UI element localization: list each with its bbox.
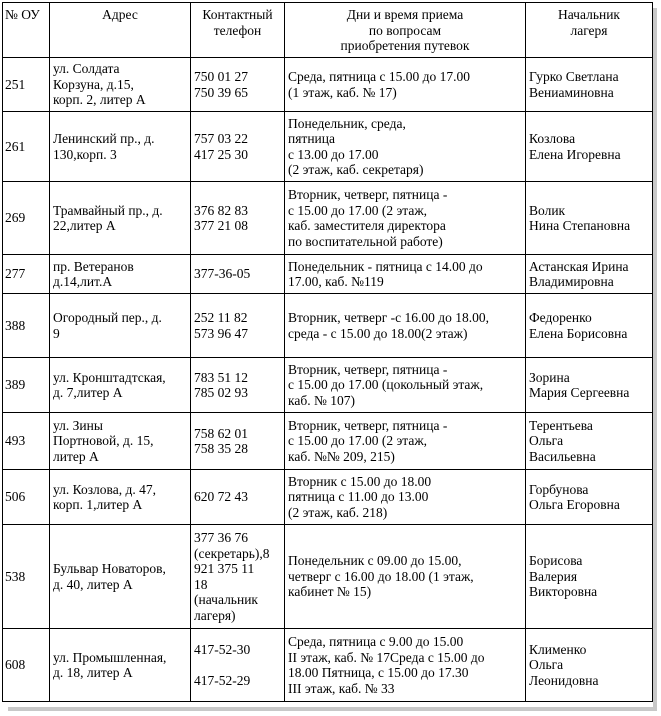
cell-schedule: Вторник, четверг, пятница - с 15.00 до 17.00 (цокольный этаж, каб. № 107) bbox=[285, 358, 526, 413]
cell-num: 389 bbox=[3, 358, 50, 413]
cell-num: 506 bbox=[3, 470, 50, 525]
cell-camp-head: Горбунова Ольга Егоровна bbox=[526, 470, 653, 525]
cell-schedule: Вторник, четверг, пятница - с 15.00 до 17.00 (2 этаж, каб. №№ 209, 215) bbox=[285, 413, 526, 470]
header-num: № ОУ bbox=[3, 3, 50, 58]
cell-camp-head: Федоренко Елена Борисовна bbox=[526, 294, 653, 358]
cell-schedule: Понедельник с 09.00 до 15.00, четверг с 16.00 до 18.00 (1 этаж, кабинет № 15) bbox=[285, 525, 526, 629]
cell-address: ул. Солдата Корзуна, д.15, корп. 2, литер А bbox=[50, 58, 191, 112]
table-shadow-bottom bbox=[8, 707, 657, 711]
table-row bbox=[3, 112, 653, 182]
cell-schedule: Вторник с 15.00 до 18.00 пятница с 11.00 до 13.00 (2 этаж, каб. 218) bbox=[285, 470, 526, 525]
cell-phone: 750 01 27 750 39 65 bbox=[191, 58, 285, 112]
header-address: Адрес bbox=[50, 3, 191, 58]
cell-schedule: Вторник, четверг -с 16.00 до 18.00, среда - с 15.00 до 18.00(2 этаж) bbox=[285, 294, 526, 358]
cell-phone: 252 11 82 573 96 47 bbox=[191, 294, 285, 358]
cell-schedule: Понедельник - пятница с 14.00 до 17.00, каб. №119 bbox=[285, 255, 526, 294]
cell-schedule: Среда, пятница с 9.00 до 15.00 II этаж, каб. № 17Среда с 15.00 до 18.00 Пятница, с 15.00 до 17.30 III этаж, каб. № 33 bbox=[285, 629, 526, 702]
camp-contacts-table bbox=[2, 2, 653, 702]
header-camp-head: Начальник лагеря bbox=[526, 3, 653, 58]
cell-phone: 757 03 22 417 25 30 bbox=[191, 112, 285, 182]
cell-phone: 783 51 12 785 02 93 bbox=[191, 358, 285, 413]
cell-camp-head: Зорина Мария Сергеевна bbox=[526, 358, 653, 413]
cell-schedule: Вторник, четверг, пятница - с 15.00 до 17.00 (2 этаж, каб. заместителя директора по воспитательной работе) bbox=[285, 182, 526, 255]
table-row bbox=[3, 358, 653, 413]
cell-num: 388 bbox=[3, 294, 50, 358]
cell-num: 261 bbox=[3, 112, 50, 182]
cell-num: 277 bbox=[3, 255, 50, 294]
cell-phone: 620 72 43 bbox=[191, 470, 285, 525]
cell-num: 493 bbox=[3, 413, 50, 470]
cell-address: пр. Ветеранов д.14,лит.А bbox=[50, 255, 191, 294]
cell-phone: 377-36-05 bbox=[191, 255, 285, 294]
table-row bbox=[3, 294, 653, 358]
cell-phone: 758 62 01 758 35 28 bbox=[191, 413, 285, 470]
cell-camp-head: Борисова Валерия Викторовна bbox=[526, 525, 653, 629]
cell-address: ул. Зины Портновой, д. 15, литер А bbox=[50, 413, 191, 470]
header-phone: Контактный телефон bbox=[191, 3, 285, 58]
table-row bbox=[3, 58, 653, 112]
cell-num: 538 bbox=[3, 525, 50, 629]
header-schedule: Дни и время приема по вопросам приобретения путевок bbox=[285, 3, 526, 58]
table-row bbox=[3, 182, 653, 255]
cell-phone: 376 82 83 377 21 08 bbox=[191, 182, 285, 255]
table-row bbox=[3, 525, 653, 629]
cell-camp-head: Гурко Светлана Вениаминовна bbox=[526, 58, 653, 112]
cell-camp-head: Волик Нина Степановна bbox=[526, 182, 653, 255]
cell-camp-head: Клименко Ольга Леонидовна bbox=[526, 629, 653, 702]
cell-num: 251 bbox=[3, 58, 50, 112]
cell-phone: 417-52-30 417-52-29 bbox=[191, 629, 285, 702]
table-row bbox=[3, 470, 653, 525]
cell-schedule: Понедельник, среда, пятница с 13.00 до 17.00 (2 этаж, каб. секретаря) bbox=[285, 112, 526, 182]
table-row bbox=[3, 255, 653, 294]
cell-camp-head: Астанская Ирина Владимировна bbox=[526, 255, 653, 294]
cell-address: Трамвайный пр., д. 22,литер А bbox=[50, 182, 191, 255]
cell-address: Бульвар Новаторов, д. 40, литер А bbox=[50, 525, 191, 629]
cell-address: ул. Кронштадтская, д. 7,литер А bbox=[50, 358, 191, 413]
cell-address: ул. Козлова, д. 47, корп. 1,литер А bbox=[50, 470, 191, 525]
cell-schedule: Среда, пятница с 15.00 до 17.00 (1 этаж, каб. № 17) bbox=[285, 58, 526, 112]
table-shadow-right bbox=[653, 8, 657, 710]
header-row bbox=[3, 3, 653, 58]
cell-address: ул. Промышленная, д. 18, литер А bbox=[50, 629, 191, 702]
cell-camp-head: Козлова Елена Игоревна bbox=[526, 112, 653, 182]
cell-phone: 377 36 76 (секретарь),8 921 375 11 18 (начальник лагеря) bbox=[191, 525, 285, 629]
cell-address: Ленинский пр., д. 130,корп. 3 bbox=[50, 112, 191, 182]
cell-address: Огородный пер., д. 9 bbox=[50, 294, 191, 358]
cell-num: 608 bbox=[3, 629, 50, 702]
cell-num: 269 bbox=[3, 182, 50, 255]
cell-camp-head: Терентьева Ольга Васильевна bbox=[526, 413, 653, 470]
table-row bbox=[3, 413, 653, 470]
table-row bbox=[3, 629, 653, 702]
